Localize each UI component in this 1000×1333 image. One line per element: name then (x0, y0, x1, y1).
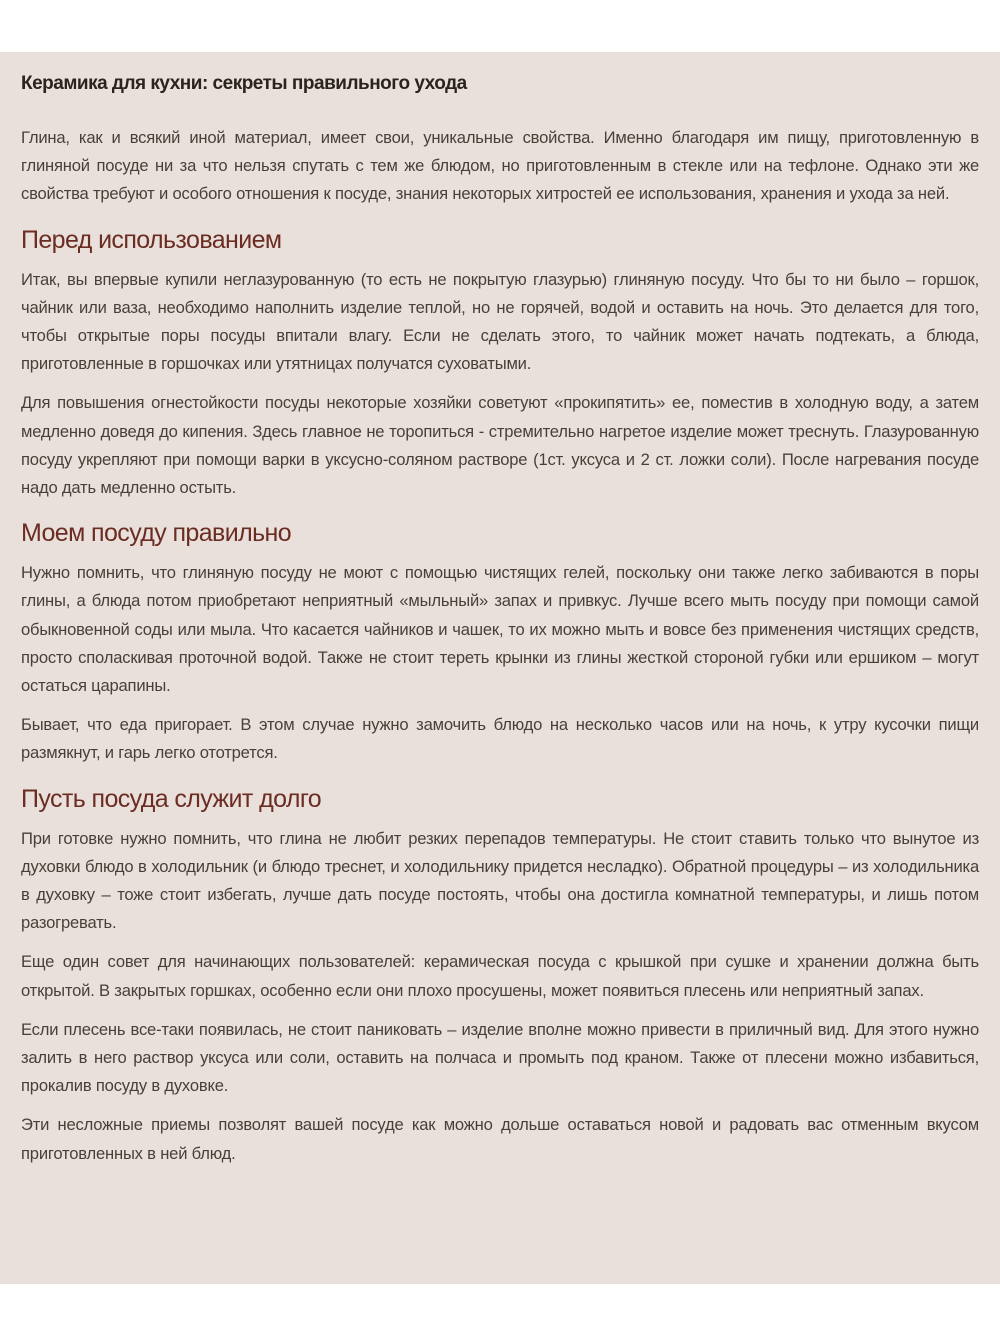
section-heading-washing: Моем посуду правильно (21, 519, 292, 548)
article-panel (0, 52, 1000, 1284)
paragraph-washing-1: Нужно помнить, что глиняную посуду не моют с помощью чистящих гелей, поскольку они также легко забиваются в поры глины, а блюда потом приобретают неприятный «мыльный» запах и привкус. Лучше всего мыть посуду при помощи самой обыкновенной соды или мыла. Что касается чайников и чашек, то их можно мыть и вовсе без применения чистящих средств, просто споласкивая проточной водой. Также не стоит тереть крынки из глины жесткой стороной губки или ершиком – могут остаться царапины. (21, 563, 979, 696)
section-heading-longevity: Пусть посуда служит долго (21, 784, 322, 813)
paragraph-longevity-2: Еще один совет для начинающих пользователей: керамическая посуда с крышкой при сушке и хранении должна быть открытой. В закрытых горшках, особенно если они плохо просушены, может появиться плесень или неприятный запах. (21, 952, 979, 1000)
paragraph-longevity-4: Эти несложные приемы позволят вашей посуде как можно дольше оставаться новой и радовать вас отменным вкусом приготовленных в ней блюд. (21, 1115, 979, 1163)
paragraph-longevity-1: При готовке нужно помнить, что глина не любит резких перепадов температуры. Не стоит ставить только что вынутое из духовки блюдо в холодильник (и блюдо треснет, и холодильнику придется несладко). Обратной процедуры – из холодильника в духовку – тоже стоит избегать, лучше дать посуде постоять, чтобы она достигла комнатной температуры, и лишь потом разогревать. (21, 828, 979, 933)
article-title: Керамика для кухни: секреты правильного ухода (21, 73, 467, 94)
paragraph-longevity-3: Если плесень все-таки появилась, не стоит паниковать – изделие вполне можно привести в приличный вид. Для этого нужно залить в него раствор уксуса или соли, оставить на полчаса и промыть под краном. Также от плесени можно избавиться, прокалив посуду в духовке. (21, 1019, 979, 1096)
section-heading-before-use: Перед использованием (21, 225, 282, 254)
paragraph-before-use-2: Для повышения огнестойкости посуды некоторые хозяйки советуют «прокипятить» ее, поместив в холодную воду, а затем медленно доведя до кипения. Здесь главное не торопиться - стремительно нагретое изделие может треснуть. Глазурованную посуду укрепляют при помощи варки в уксусно-соляном растворе (1ст. уксуса и 2 ст. ложки соли). После нагревания посуде надо дать медленно остыть. (21, 393, 979, 498)
paragraph-washing-2: Бывает, что еда пригорает. В этом случае нужно замочить блюдо на несколько часов или на ночь, к утру кусочки пищи размякнут, и гарь легко ототрется. (21, 715, 979, 763)
paragraph-before-use-1: Итак, вы впервые купили неглазурованную (то есть не покрытую глазурью) глиняную посуду. Что бы то ни было – горшок, чайник или ваза, необходимо наполнить изделие теплой, но не горячей, водой и оставить на ночь. Это делается для того, чтобы открытые поры посуды впитали влагу. Если не сделать этого, то чайник может начать подтекать, а блюда, приготовленные в горшочках или утятницах получатся суховатыми. (21, 269, 979, 374)
intro-paragraph: Глина, как и всякий иной материал, имеет свои, уникальные свойства. Именно благодаря им пищу, приготовленную в глиняной посуде ни за что нельзя спутать с тем же блюдом, но приготовленным в стекле или на тефлоне. Однако эти же свойства требуют и особого отношения к посуде, знания некоторых хитростей ее использования, хранения и ухода за ней. (21, 128, 979, 204)
